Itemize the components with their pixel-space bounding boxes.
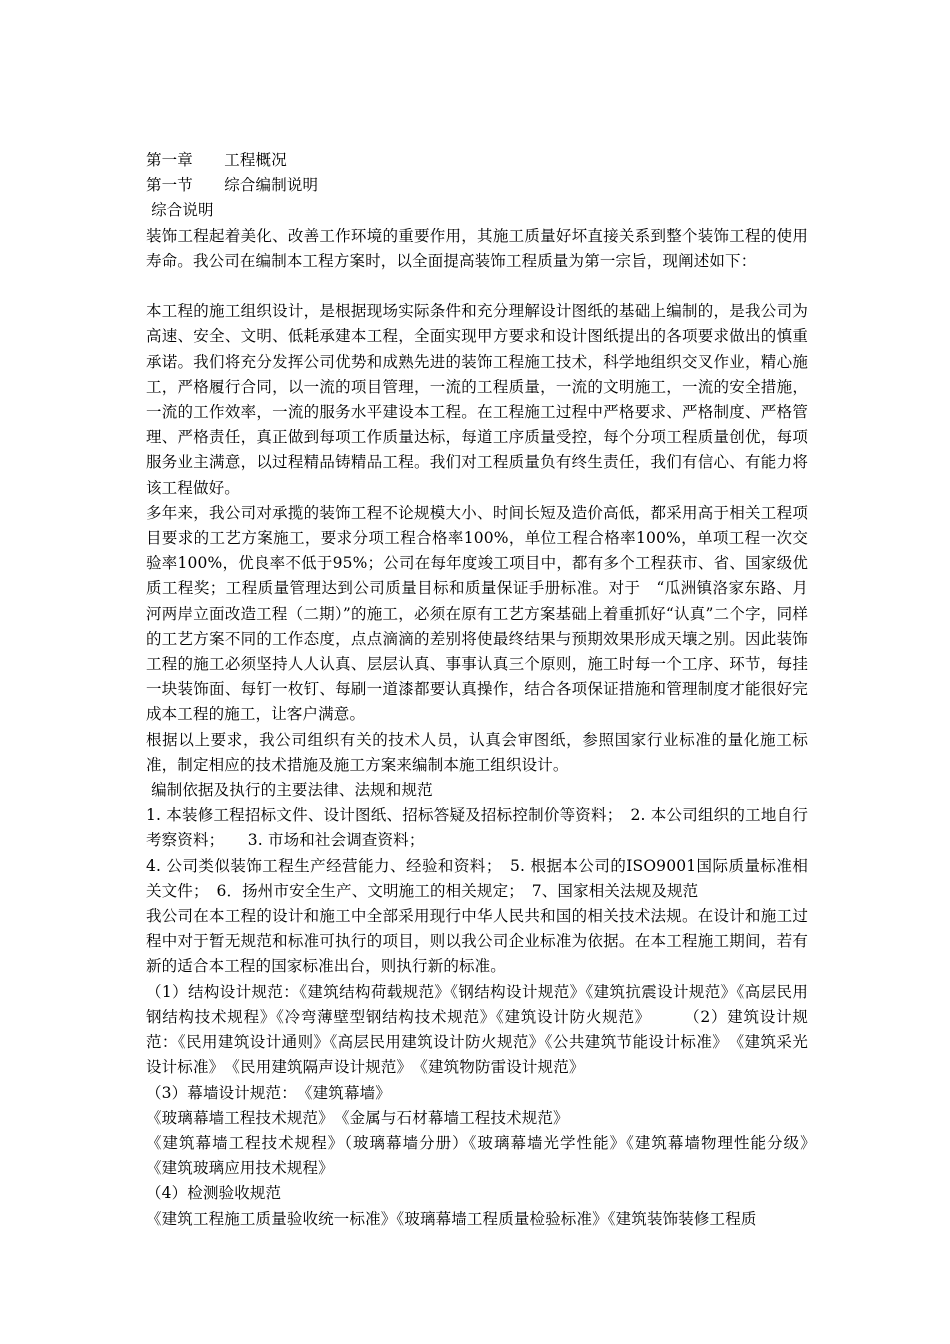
basis-list-2: 4. 公司类似装饰工程生产经营能力、经验和资料； 5. 根据本公司的ISO9001国际质量标准相关文件； 6．扬州市安全生产、文明施工的相关规定； 7、国家相关法规及规范 [146,856,808,900]
document-page [146,148,824,1232]
section-heading: 第一节 综合编制说明 [146,176,319,195]
paragraph-intro: 装饰工程起着美化、改善工作环境的重要作用，其施工质量好坏直接关系到整个装饰工程的使用寿命。我公司在编制本工程方案时，以全面提高装饰工程质量为第一宗旨，现阐述如下： [146,226,808,270]
paragraph-regulations: 我公司在本工程的设计和施工中全部采用现行中华人民共和国的相关技术法规。在设计和施工过程中对于暂无规范和标准可执行的项目，则以我公司企业标准为依据。在本工程施工期间，若有新的适合本工程的国家标准出台，则执行新的标准。 [146,907,808,976]
subheading-overview: 综合说明 [146,201,214,220]
paragraph-requirements: 根据以上要求，我公司组织有关的技术人员，认真会审图纸，参照国家行业标准的量化施工标准，制定相应的技术措施及施工方案来编制本施工组织设计。 [146,730,808,774]
spec-curtain-wall-line-2: 《玻璃幕墙工程技术规范》 《金属与石材幕墙工程技术规范》 [146,1108,569,1127]
subheading-basis: 编制依据及执行的主要法律、法规和规范 [146,781,433,800]
spec-curtain-wall-line-3: 《建筑幕墙工程技术规程》（玻璃幕墙分册）《玻璃幕墙光学性能》《建筑幕墙物理性能分级》 《建筑玻璃应用技术规程》 [146,1133,824,1178]
blank-line [146,274,808,299]
paragraph-quality-history: 多年来，我公司对承揽的装饰工程不论规模大小、时间长短及造价高低，都采用高于相关工程项目要求的工艺方案施工，要求分项工程合格率100%，单位工程合格率100%，单项工程一次交验率100%，优良率不低于95%；公司在每年度竣工项目中，都有多个工程获市、省、国家级优质工程奖；工程质量管理达到公司质量目标和质量保证手册标准。对于 “瓜洲镇洛家东路、月河两岸立面改造工程（二期）”的施工，必须在原有工艺方案基础上着重抓好“认真”二个字，同样的工艺方案不同的工作态度，点点滴滴的差别将使最终结果与预期效果形成天壤之别。因此装饰工程的施工必须坚持人人认真、层层认真、事事认真三个原则，施工时每一个工序、环节，每挂一块装饰面、每钉一枚钉、每刷一道漆都要认真操作，结合各项保证措施和管理制度才能很好完成本工程的施工，让客户满意。 [146,503,808,724]
spec-inspection-title: （4）检测验收规范 [146,1184,282,1203]
paragraph-commitment: 本工程的施工组织设计，是根据现场实际条件和充分理解设计图纸的基础上编制的，是我公司为高速、安全、文明、低耗承建本工程，全面实现甲方要求和设计图纸提出的各项要求做出的慎重承诺。我们将充分发挥公司优势和成熟先进的装饰工程施工技术，科学地组织交叉作业，精心施工，严格履行合同，以一流的项目管理，一流的工程质量，一流的文明施工，一流的安全措施，一流的工作效率，一流的服务水平建设本工程。在工程施工过程中严格要求、严格制度、严格管理、严格责任，真正做到每项工作质量达标，每道工序质量受控，每个分项工程质量创优，每项服务业主满意，以过程精品铸精品工程。我们对工程质量负有终生责任，我们有信心、有能力将该工程做好。 [146,302,808,497]
spec-structural-and-building: （1）结构设计规范：《建筑结构荷载规范》《钢结构设计规范》《建筑抗震设计规范》《高层民用钢结构技术规程》《冷弯薄壁型钢结构技术规范》《建筑设计防火规范》 （2）建筑设计规范：《民用建筑设计通则》《高层民用建筑设计防火规范》《公共建筑节能设计标准》 《建筑采光设计标准》 《民用建筑隔声设计规范》 《建筑物防雷设计规范》 [146,982,808,1077]
spec-curtain-wall-title: （3）幕墙设计规范： 《建筑幕墙》 [146,1083,391,1102]
spec-inspection-line-2: 《建筑工程施工质量验收统一标准》《玻璃幕墙工程质量检验标准》《建筑装饰装修工程质 [146,1209,757,1228]
chapter-heading: 第一章 工程概况 [146,151,287,169]
basis-list-1: 1. 本装修工程招标文件、设计图纸、招标答疑及招标控制价等资料； 2. 本公司组织的工地自行考察资料； 3. 市场和社会调查资料； [146,806,808,850]
